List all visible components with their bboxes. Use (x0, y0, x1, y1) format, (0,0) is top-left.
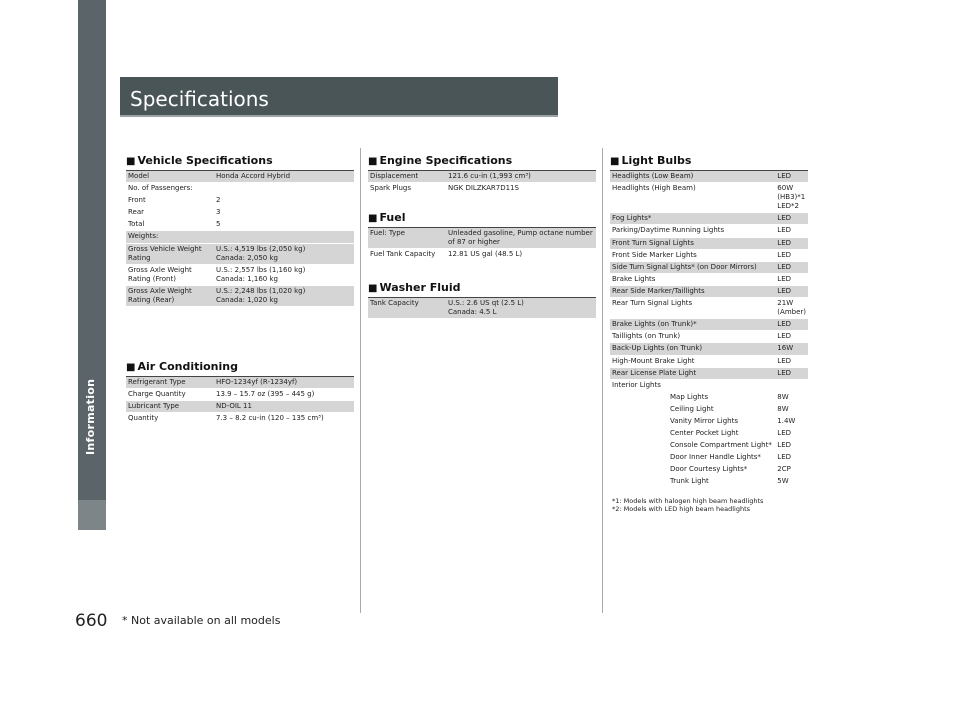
table-row (126, 231, 354, 243)
table-row (126, 243, 354, 264)
row-value: LED (775, 331, 808, 343)
row-value: LED (775, 249, 808, 261)
table-row (610, 319, 808, 331)
row-value: LED (775, 171, 808, 183)
table-row (368, 183, 596, 195)
row-label: Charge Quantity (126, 389, 214, 401)
row-label: Front (126, 195, 214, 207)
row-label: Spark Plugs (368, 183, 446, 195)
light-bulbs-table (610, 170, 808, 489)
table-row (610, 261, 808, 273)
row-value: U.S.: 2,248 lbs (1,020 kg) Canada: 1,020 kg (214, 285, 354, 306)
table-row (610, 367, 808, 379)
row-label: Side Turn Signal Lights* (on Door Mirrors) (610, 261, 775, 273)
table-row (610, 403, 808, 415)
row-value (775, 379, 808, 391)
table-row (610, 452, 808, 464)
table-row (610, 343, 808, 355)
title-divider (120, 115, 558, 117)
row-value: 1.4W (775, 415, 808, 427)
table-row (610, 440, 808, 452)
section-heading-vehicle: ■ Vehicle Specifications (126, 154, 273, 167)
row-label: Lubricant Type (126, 401, 214, 413)
row-label: Brake Lights (on Trunk)* (610, 319, 775, 331)
side-tab-marker (78, 500, 106, 530)
row-value: 5W (775, 476, 808, 488)
row-label: Front Turn Signal Lights (610, 237, 775, 249)
table-row (126, 264, 354, 285)
row-label: Front Side Marker Lights (610, 249, 775, 261)
row-label: Rear Turn Signal Lights (610, 298, 775, 319)
row-label: High-Mount Brake Light (610, 355, 775, 367)
column-divider (602, 148, 603, 613)
row-label: Gross Vehicle Weight Rating (126, 243, 214, 264)
table-row (368, 249, 596, 261)
row-value: 121.6 cu-in (1,993 cm³) (446, 171, 596, 183)
row-value: 2CP (775, 464, 808, 476)
row-label: Total (126, 219, 214, 231)
row-value: LED (775, 367, 808, 379)
section-heading-engine: ■ Engine Specifications (368, 154, 513, 167)
engine-table (368, 170, 596, 195)
page-title: Specifications (130, 87, 269, 111)
vehicle-specs-table (126, 170, 354, 307)
row-value: 12.81 US gal (48.5 L) (446, 249, 596, 261)
row-value: 5 (214, 219, 354, 231)
row-label: Door Courtesy Lights* (610, 464, 775, 476)
table-row (368, 228, 596, 249)
row-value: NGK DILZKAR7D11S (446, 183, 596, 195)
table-row (610, 476, 808, 488)
table-row (126, 413, 354, 425)
row-label: Rear License Plate Light (610, 367, 775, 379)
row-value: U.S.: 2,557 lbs (1,160 kg) Canada: 1,160 kg (214, 264, 354, 285)
row-value: LED (775, 285, 808, 297)
row-label: Brake Lights (610, 273, 775, 285)
row-label: Refrigerant Type (126, 377, 214, 389)
row-label: Back-Up Lights (on Trunk) (610, 343, 775, 355)
row-value: LED (775, 440, 808, 452)
table-row (126, 389, 354, 401)
table-row (610, 249, 808, 261)
table-row (610, 428, 808, 440)
row-label: Headlights (Low Beam) (610, 171, 775, 183)
row-label: Tank Capacity (368, 298, 446, 319)
row-label: Fuel Tank Capacity (368, 249, 446, 261)
row-value: LED (775, 428, 808, 440)
row-label: Door Inner Handle Lights* (610, 452, 775, 464)
table-row (610, 171, 808, 183)
table-row (610, 237, 808, 249)
row-label: Model (126, 171, 214, 183)
row-value: 16W (775, 343, 808, 355)
washer-table (368, 297, 596, 319)
row-value: LED (775, 319, 808, 331)
row-value (214, 231, 354, 243)
row-value: LED (775, 273, 808, 285)
row-label: No. of Passengers: (126, 183, 214, 195)
table-row (610, 355, 808, 367)
note-2: *2: Models with LED high beam headlights (612, 505, 751, 514)
row-label: Headlights (High Beam) (610, 183, 775, 213)
table-row (610, 213, 808, 225)
row-value: LED (775, 213, 808, 225)
row-value: LED (775, 225, 808, 237)
row-label: Fog Lights* (610, 213, 775, 225)
row-value: 8W (775, 403, 808, 415)
side-tab-label: Information (84, 378, 97, 455)
table-row (126, 195, 354, 207)
table-row (368, 298, 596, 319)
table-row (126, 285, 354, 306)
row-value: ND-OIL 11 (214, 401, 354, 413)
table-row (610, 183, 808, 213)
row-label: Map Lights (610, 391, 775, 403)
column-divider (360, 148, 361, 613)
note-1: *1: Models with halogen high beam headlights (612, 497, 764, 505)
table-row (610, 379, 808, 391)
section-heading-washer: ■ Washer Fluid (368, 281, 461, 294)
row-value: 60W (HB3)*1 LED*2 (775, 183, 808, 213)
row-value: U.S.: 2.6 US qt (2.5 L) Canada: 4.5 L (446, 298, 596, 319)
row-label: Trunk Light (610, 476, 775, 488)
row-value: HFO-1234yf (R-1234yf) (214, 377, 354, 389)
row-label: Displacement (368, 171, 446, 183)
table-row (610, 273, 808, 285)
row-label: Quantity (126, 413, 214, 425)
table-row (126, 219, 354, 231)
table-row (610, 415, 808, 427)
row-label: Fuel: Type (368, 228, 446, 249)
row-value: 2 (214, 195, 354, 207)
row-label: Taillights (on Trunk) (610, 331, 775, 343)
table-row (126, 207, 354, 219)
row-label: Center Pocket Light (610, 428, 775, 440)
table-row (126, 377, 354, 389)
row-label: Vanity Mirror Lights (610, 415, 775, 427)
row-value: 21W (Amber) (775, 298, 808, 319)
row-value: 3 (214, 207, 354, 219)
row-value: LED (775, 355, 808, 367)
row-value: Unleaded gasoline, Pump octane number of 87 or higher (446, 228, 596, 249)
row-label: Interior Lights (610, 379, 775, 391)
table-row (610, 464, 808, 476)
row-label: Console Compartment Light* (610, 440, 775, 452)
row-label: Gross Axle Weight Rating (Rear) (126, 285, 214, 306)
table-row (610, 285, 808, 297)
row-value: LED (775, 261, 808, 273)
table-row (610, 391, 808, 403)
row-value: U.S.: 4,519 lbs (2,050 kg) Canada: 2,050 kg (214, 243, 354, 264)
row-label: Weights: (126, 231, 214, 243)
row-value: 13.9 – 15.7 oz (395 – 445 g) (214, 389, 354, 401)
bulb-notes (612, 497, 763, 514)
aircon-table (126, 376, 354, 425)
table-row (610, 331, 808, 343)
row-value (214, 183, 354, 195)
page-number: 660 (75, 611, 108, 631)
row-label: Parking/Daytime Running Lights (610, 225, 775, 237)
row-value: Honda Accord Hybrid (214, 171, 354, 183)
row-value: 7.3 – 8.2 cu-in (120 – 135 cm³) (214, 413, 354, 425)
row-label: Ceiling Light (610, 403, 775, 415)
table-row (610, 298, 808, 319)
table-row (368, 171, 596, 183)
footnote: * Not available on all models (122, 614, 281, 627)
table-row (126, 171, 354, 183)
row-value: LED (775, 237, 808, 249)
row-label: Gross Axle Weight Rating (Front) (126, 264, 214, 285)
row-label: Rear (126, 207, 214, 219)
row-value: LED (775, 452, 808, 464)
table-row (126, 401, 354, 413)
table-row (610, 225, 808, 237)
section-heading-bulbs: ■ Light Bulbs (610, 154, 692, 167)
section-heading-aircon: ■ Air Conditioning (126, 360, 238, 373)
table-row (126, 183, 354, 195)
section-heading-fuel: ■ Fuel (368, 211, 406, 224)
row-label: Rear Side Marker/Taillights (610, 285, 775, 297)
row-value: 8W (775, 391, 808, 403)
fuel-table (368, 227, 596, 261)
